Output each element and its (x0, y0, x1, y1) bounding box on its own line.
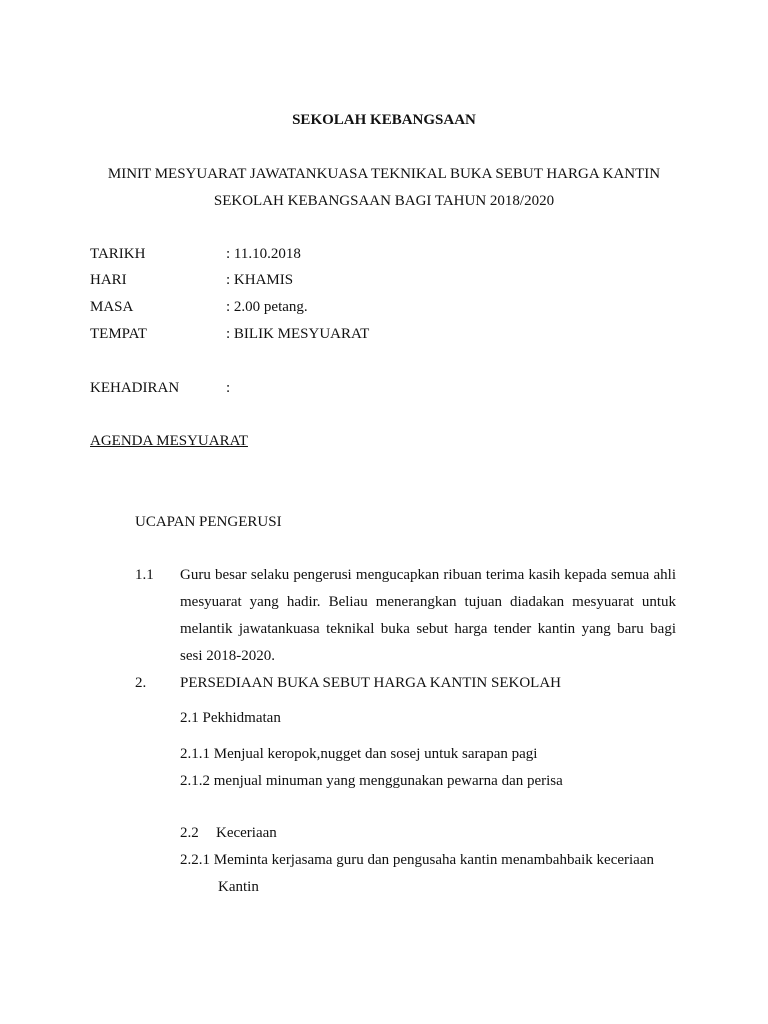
section2-number: 2. (135, 675, 147, 691)
detail-label-hari: HARI (90, 272, 127, 288)
attendance-value: : (226, 380, 231, 396)
section2-sub2-item-line-2: Kantin (218, 879, 259, 895)
subtitle-line-2: SEKOLAH KEBANGSAAN BAGI TAHUN 2018/2020 (213, 193, 555, 209)
section1-number: 1.1 (135, 567, 154, 583)
section2-sub2-item-line-1: 2.2.1 Meminta kerjasama guru dan pengusaha kantin menambahbaik keceriaan (180, 852, 654, 868)
section2-heading: PERSEDIAAN BUKA SEBUT HARGA KANTIN SEKOLAH (180, 675, 561, 691)
agenda-heading: AGENDA MESYUARAT (90, 433, 248, 449)
detail-label-tarikh: TARIKH (90, 246, 146, 262)
attendance-label: KEHADIRAN (90, 380, 180, 396)
section1-paragraph-line-2: mesyuarat yang hadir. Beliau menerangkan tujuan diadakan mesyuarat untuk (180, 594, 676, 610)
section2-sub1-item-2: 2.1.2 menjual minuman yang menggunakan pewarna dan perisa (180, 773, 563, 789)
section1-paragraph-line-4: sesi 2018-2020. (180, 648, 275, 664)
detail-label-tempat: TEMPAT (90, 326, 147, 342)
detail-label-masa: MASA (90, 299, 134, 315)
section2-sub1-heading: 2.1 Pekhidmatan (180, 710, 281, 726)
section1-paragraph-line-1: Guru besar selaku pengerusi mengucapkan ribuan terima kasih kepada semua ahli (180, 567, 676, 583)
section2-sub1-item-1: 2.1.1 Menjual keropok,nugget dan sosej untuk sarapan pagi (180, 746, 538, 762)
detail-value-hari: : KHAMIS (226, 272, 294, 288)
section1-heading: UCAPAN PENGERUSI (135, 514, 282, 530)
section1-paragraph-line-3: melantik jawatankuasa teknikal buka sebut harga tender kantin yang baru bagi (180, 621, 676, 637)
detail-value-tempat: : BILIK MESYUARAT (226, 326, 370, 342)
detail-value-tarikh: : 11.10.2018 (226, 246, 301, 262)
document-title: SEKOLAH KEBANGSAAN (292, 112, 476, 128)
subtitle-line-1: MINIT MESYUARAT JAWATANKUASA TEKNIKAL BUKA SEBUT HARGA KANTIN (107, 166, 661, 182)
detail-value-masa: : 2.00 petang. (226, 299, 308, 315)
section2-sub2-number: 2.2 (180, 825, 199, 841)
section2-sub2-heading: Keceriaan (216, 825, 277, 841)
